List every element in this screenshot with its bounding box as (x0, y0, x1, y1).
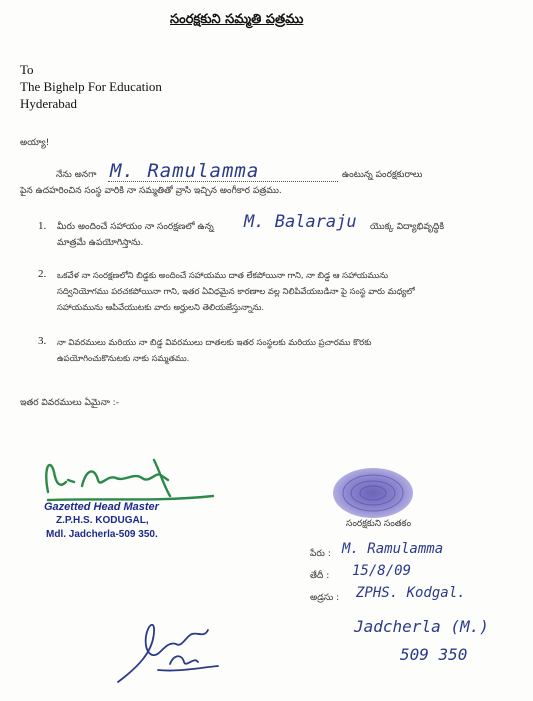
salutation: అయ్యా! (20, 138, 50, 148)
guardian-signature-label: సంరక్షకుని సంతకం (346, 519, 412, 529)
point-3-number: 3. (38, 335, 47, 347)
address-line-3: 509 350 (400, 645, 468, 664)
address-label: అడ్రసు : (310, 593, 340, 603)
address-city: Hyderabad (20, 96, 78, 111)
point-2-line-3: సహాయమును ఆపివేయుటకు వారు అర్హులని తెలియజేస్తున్నాను. (57, 302, 265, 312)
letter-title: సంరక్షకుని సమ్మతి పత్రము (170, 12, 304, 27)
point-1-number: 1. (38, 220, 47, 232)
thumb-impression-ridges (333, 468, 413, 518)
date-value: 15/8/09 (352, 563, 412, 579)
address-org: The Bighelp For Education (20, 79, 162, 94)
guardian-name-detail: M. Ramulamma (342, 541, 444, 557)
other-details-label: ఇతర వివరములు ఏమైనా :- (20, 398, 119, 408)
intro-suffix: ఉంటున్న పంరక్షకురాలు (342, 170, 423, 180)
name-dotted-line (108, 181, 338, 182)
date-label: తేదీ : (310, 571, 330, 581)
headmaster-seal-school: Z.P.H.S. KODUGAL, (56, 515, 149, 526)
secondary-signature (108, 612, 248, 692)
point-2-line-1: ఒకవేళ నా సంరక్షణలోని బిడ్డకు అందించే సహాయము దాత లేకపోయినా గాని, నా బిడ్డ ఆ సహాయమును (57, 270, 389, 280)
point-2-number: 2. (38, 268, 47, 280)
intro-line2: పైన ఉదహరించిన సంస్థ వారికి నా సమ్మతితో వ్రాసి ఇచ్చిన అంగీకార పత్రము. (20, 186, 282, 196)
point-3-line-2: ఉపయోగించుకొనుటకు నాకు సమ్మతము. (57, 353, 190, 363)
student-name-handwritten: M. Balaraju (244, 212, 357, 232)
headmaster-seal-title: Gazetted Head Master (44, 501, 159, 513)
name-label: పేరు : (310, 549, 331, 559)
intro-prefix: నేను అనగా (56, 170, 97, 180)
address-to: To (20, 62, 34, 77)
headmaster-seal-mandal: Mdl. Jadcherla-509 350. (46, 529, 158, 540)
point-3-line-1: నా వివరములు మరియు నా బిడ్డ వివరములు దాతలకు ఇతర సంస్థలకు మరియు ప్రచారము కొరకు (57, 337, 372, 347)
address-line-1: ZPHS. Kodgal. (356, 585, 466, 601)
point-1-text-a: మీరు అందించే సహాయం నా సంరక్షణలో ఉన్న (57, 222, 214, 232)
point-2-line-2: సద్వినియోగము పరచకపోయినా గాని, ఇతర ఏవిధమైన కారణాల వల్ల నిలిపివేయబడినా పై సంస్థ వారు మధ్యలో (57, 286, 415, 296)
guardian-name-handwritten: M. Ramulamma (110, 160, 260, 182)
address-line-2: Jadcherla (M.) (354, 617, 489, 636)
point-1-text-b: యొక్క విద్యాభివృద్ధికి (370, 222, 445, 232)
point-1-text-c: మాత్రమే ఉపయోగిస్తాను. (57, 238, 144, 248)
